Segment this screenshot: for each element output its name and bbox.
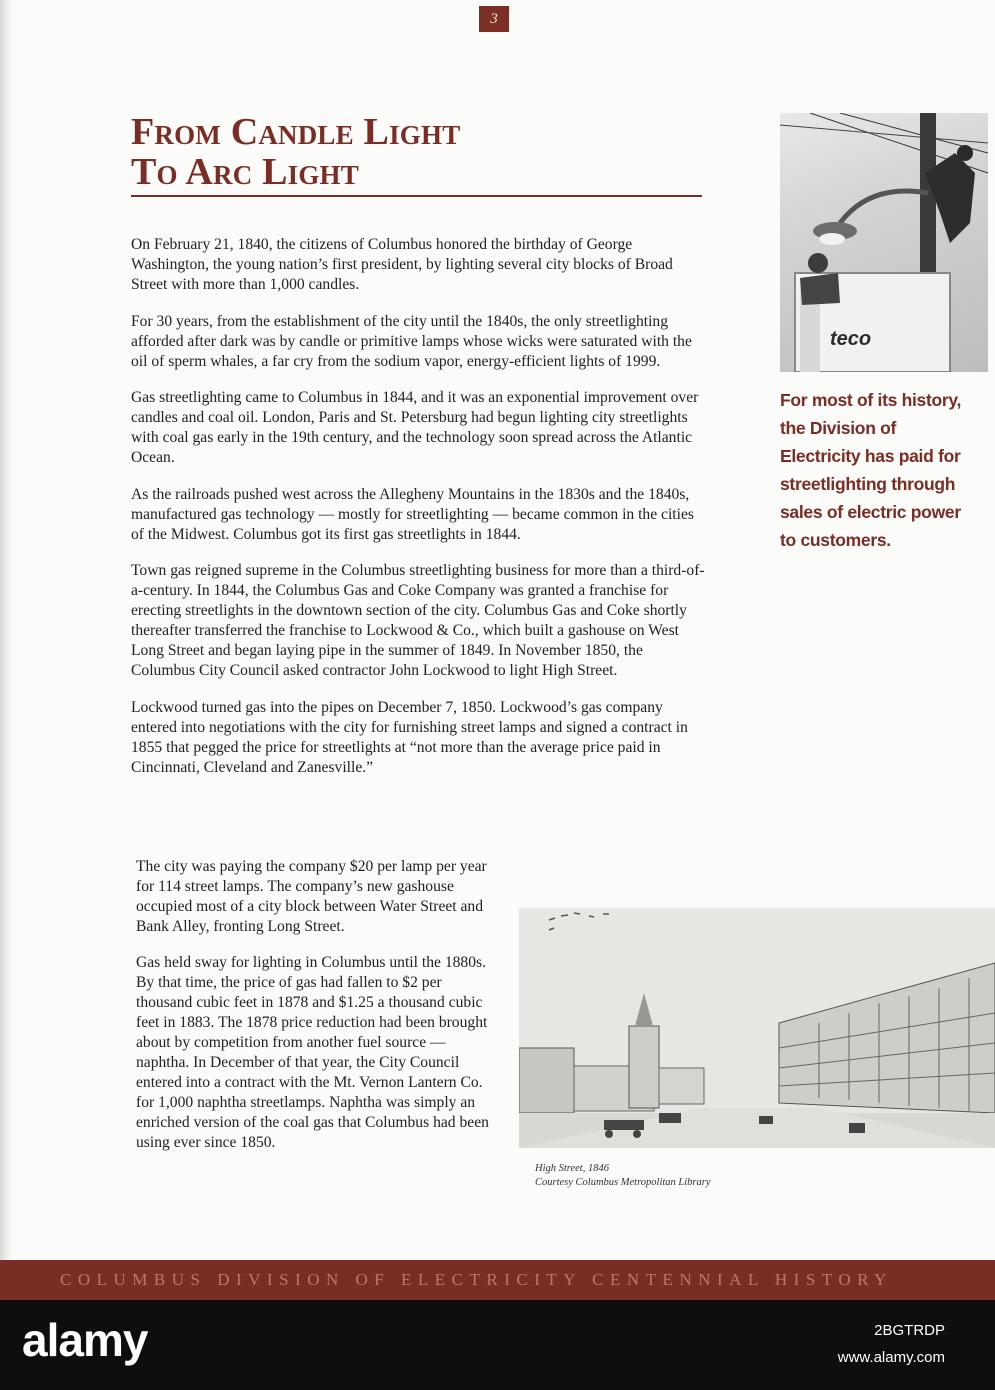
binding-shadow — [0, 0, 12, 1300]
stock-image-id: 2BGTRDP — [874, 1322, 945, 1339]
engraving-caption-title: High Street, 1846 — [535, 1163, 609, 1174]
paragraph: For 30 years, from the establishment of the city until the 1840s, the only streetlighting afforded after dark was by candle or primitive lamps whose wicks were saturated with the oil of sperm whales, a far cry from the sodium vapor, energy-efficient lights of 1999. — [131, 312, 692, 370]
lineman-photo — [780, 113, 988, 372]
stock-logo: alamy — [22, 1314, 148, 1366]
engraving-caption-credit: Courtesy Columbus Metropolitan Library — [535, 1177, 711, 1188]
page-title — [131, 112, 460, 192]
main-column — [131, 235, 706, 794]
bucket-logo: teco — [830, 328, 872, 350]
footer-text: COLUMBUS DIVISION OF ELECTRICITY CENTENNIAL HISTORY — [60, 1270, 893, 1289]
title-rule — [131, 195, 702, 197]
high-street-engraving — [519, 908, 995, 1148]
stock-url: www.alamy.com — [837, 1349, 945, 1366]
engraving-drawing — [519, 908, 995, 1148]
engraving-caption — [535, 1162, 795, 1190]
paragraph: As the railroads pushed west across the Allegheny Mountains in the 1830s and the 1840s, manufactured gas technology — mostly for streetlighting — became common in the cities of the Midwest. Columbus got its first gas streetlights in 1844. — [131, 485, 694, 543]
paragraph: Gas held sway for lighting in Columbus until the 1880s. By that time, the price of gas had fallen to $2 per thousand cubic feet in 1878 and $1.25 a thousand cubic feet in 1883. The 1878 price reduction had been brought about by competition from another fuel source — naphtha. In December of that year, the City Council entered into a contract with the Mt. Vernon Lantern Co. for 1,000 naphtha streetlamps. Naphtha was simply an enriched version of the coal gas that Columbus had been using ever since 1850. — [136, 954, 489, 1151]
narrow-column — [136, 857, 496, 1169]
paragraph: Town gas reigned supreme in the Columbus streetlighting business for more than a third-of-a-century. In 1844, the Columbus Gas and Coke Company was granted a franchise for erecting streetlights in the downtown section of the city. Columbus Gas and Coke shortly thereafter transferred the franchise to Lockwood & Co., which built a gashouse on West Long Street and began laying pipe in the summer of 1849. In November 1850, the Columbus City Council asked contractor John Lockwood to light High Street. — [131, 562, 705, 679]
photo-caption: For most of its history, the Division of Electricity has paid for streetlighting through sales of electric power to customers. — [780, 390, 962, 550]
paragraph: Gas streetlighting came to Columbus in 1844, and it was an exponential improvement over candles and coal oil. London, Paris and St. Petersburg had begun lighting city streetlights with coal gas early in the 19th century, and the technology soon spread across the Atlantic Ocean. — [131, 389, 699, 466]
paragraph: On February 21, 1840, the citizens of Columbus honored the birthday of George Washington, the young nation’s first president, by lighting several city blocks of Broad Street with more than 1,000 candles. — [131, 236, 673, 293]
stock-watermark-bar — [0, 1300, 995, 1390]
lineman-photo-drawing — [780, 113, 988, 372]
paragraph: The city was paying the company $20 per lamp per year for 114 street lamps. The company’s new gashouse occupied most of a city block between Water Street and Bank Alley, fronting Long Street. — [136, 858, 487, 935]
title-line-1: From Candle Light — [131, 111, 461, 153]
title-line-2: To Arc Light — [131, 151, 359, 193]
paragraph: Lockwood turned gas into the pipes on December 7, 1850. Lockwood’s gas company entered into negotiations with the city for furnishing street lamps and signed a contract in 1855 that pegged the price for streetlights at “not more than the average price paid in Cincinnati, Cleveland and Zanesville.” — [131, 698, 688, 776]
page-number: 3 — [479, 6, 509, 32]
